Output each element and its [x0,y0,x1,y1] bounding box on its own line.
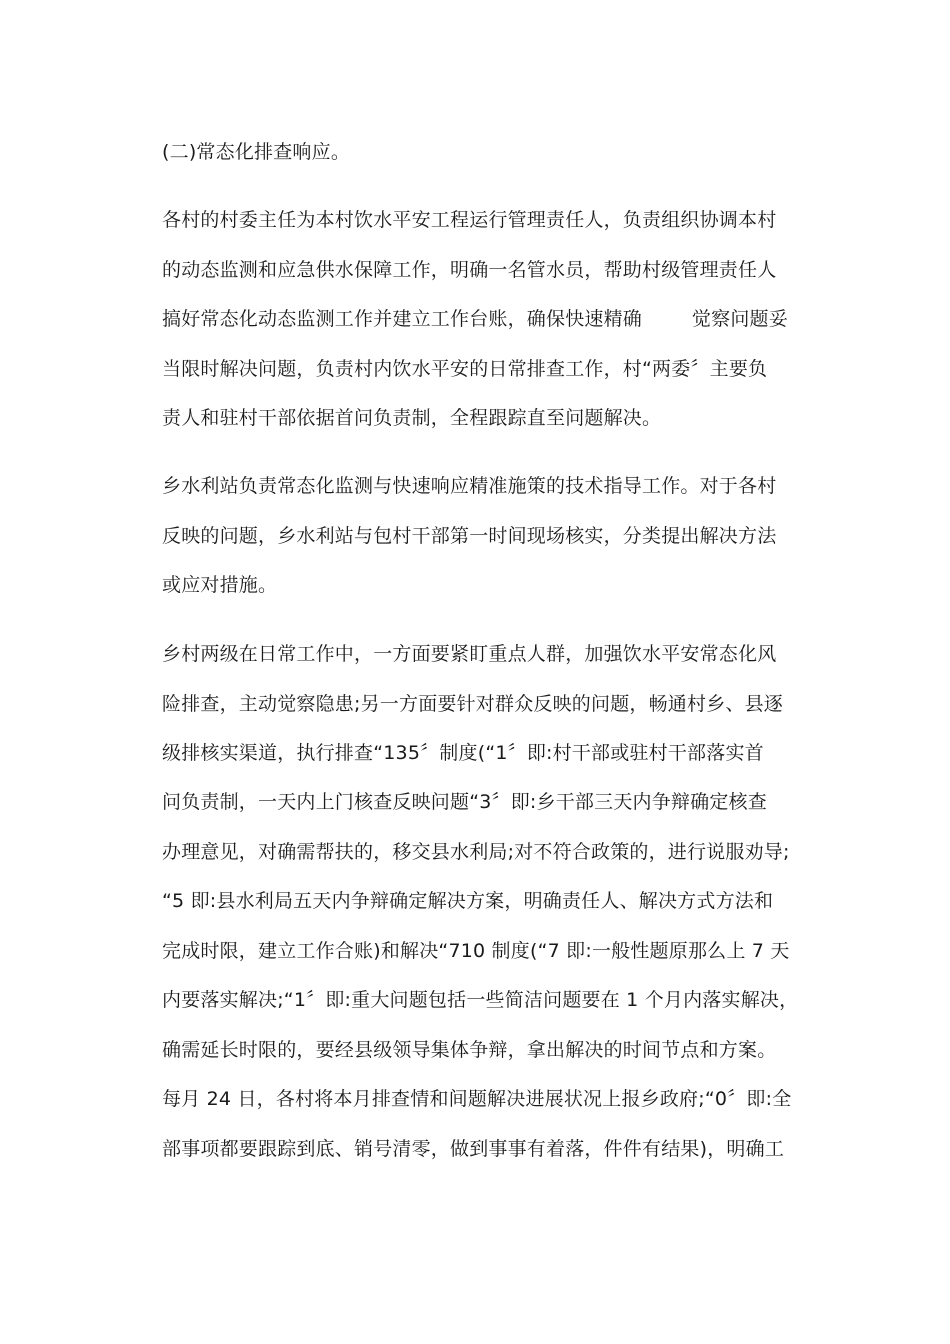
paragraph-line: 内要落实解决;“1〞即:重大问题包括一些简洁问题要在 1 个月内落实解决， [162,989,799,1011]
paragraph-line: 当限时解决问题，负责村内饮水平安的日常排查工作，村“两委〞主要负 [162,358,768,380]
paragraph-line: 部事项都要跟踪到底、销号清零，做到事事有着落，件件有结果)，明确工 [162,1138,785,1160]
paragraph-line: 办理意见，对确需帮扶的，移交县水利局;对不符合政策的，进行说服劝导; [162,841,790,863]
paragraph-line: 问负责制，一天内上门核查反映问题“3〞即:乡干部三天内争辩确定核查 [162,791,767,813]
paragraph-line: 责人和驻村干部依据首问负责制，全程跟踪直至问题解决。 [162,407,662,429]
paragraph-line: 确需延长时限的，要经县级领导集体争辩，拿出解决的时间节点和方案。 [162,1039,777,1061]
paragraph-line: 反映的问题，乡水利站与包村干部第一时间现场核实，分类提出解决方法 [162,525,777,547]
paragraph-line: 完成时限，建立工作合账)和解决“710 制度(“7 即:一般性题原那么上 7 天 [162,940,790,962]
paragraph-line: 乡水利站负责常态化监测与快速响应精准施策的技术指导工作。对于各村 [162,475,777,497]
paragraph-line: 险排查，主动觉察隐患;另一方面要针对群众反映的问题，畅通村乡、县逐 [162,693,784,715]
paragraph-line: 每月 24 日，各村将本月排查情和间题解决进展状况上报乡政府;“0〞即:全 [162,1088,792,1110]
paragraph-line: 搞好常态化动态监测工作并建立工作台账，确保快速精确 觉察问题妥 [162,308,788,330]
paragraph-line: 的动态监测和应急供水保障工作，明确一名管水员，帮助村级管理责任人 [162,259,777,281]
paragraph-line: 各村的村委主任为本村饮水平安工程运行管理责任人，负责组织协调本村 [162,209,777,231]
paragraph-line: 级排核实渠道，执行排查“135〞制度(“1〞即:村干部或驻村干部落实首 [162,742,764,764]
section-heading: (二)常态化排查响应。 [162,141,351,163]
paragraph-line: “5 即:县水利局五天内争辩确定解决方案，明确责任人、解决方式方法和 [162,890,774,912]
paragraph-line: 或应对措施。 [162,574,278,596]
paragraph-line: 乡村两级在日常工作中，一方面要紧盯重点人群，加强饮水平安常态化风 [162,643,777,665]
